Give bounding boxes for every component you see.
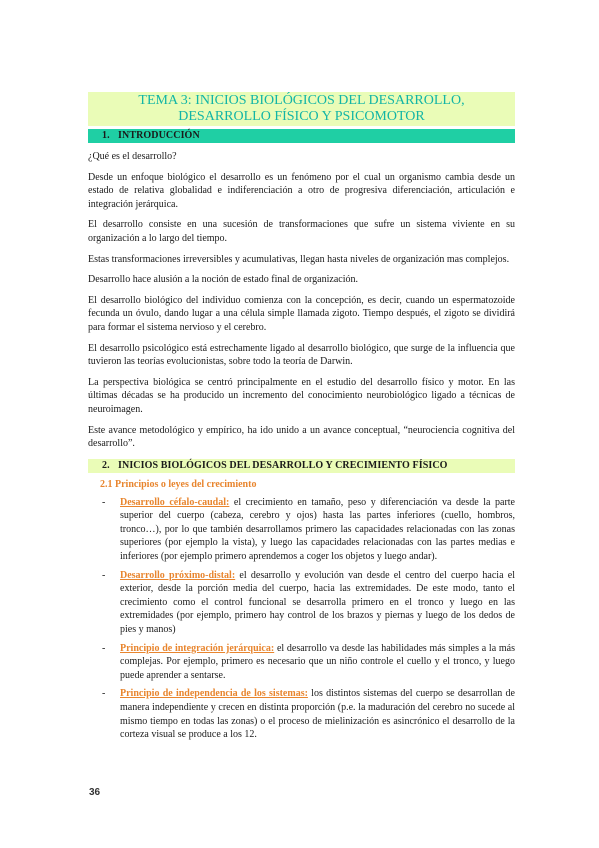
dash-bullet: - bbox=[102, 688, 106, 700]
paragraph: Estas transformaciones irreversibles y acumulativas, llegan hasta niveles de organización mas complejos. bbox=[88, 253, 510, 265]
paragraph: El desarrollo psicológico está estrechamente ligado al desarrollo biológico, que surge de la influencia que tuvieron las teorías evolucionistas, sobre todo la teoría de Darwin. bbox=[88, 342, 515, 368]
dash-bullet: - bbox=[102, 569, 106, 581]
section-heading-inicios-biologicos bbox=[88, 459, 515, 473]
list-item bbox=[88, 687, 515, 741]
principle-text: los distintos sistemas del cuerpo se desarrollan de manera independiente y crecen en distinta proporción (p.e. la maduración del cerebro no sucede al mismo tiempo en todas las zonas) o el proceso de mielinización es asincrónico el desarrollo de la corteza visual se produce a los 12. bbox=[120, 688, 515, 741]
principle-term: Desarrollo céfalo-caudal: bbox=[120, 496, 230, 508]
document-page bbox=[88, 92, 515, 742]
dash-bullet: - bbox=[102, 642, 106, 654]
list-item bbox=[88, 642, 515, 683]
paragraph: Desde un enfoque biológico el desarrollo es un fenómeno por el cual un organismo cambia desde un estado de relativa globalidad e indiferenciación a otro de progresiva diferenciación, articulación e integración jerárquica. bbox=[88, 171, 515, 210]
paragraph: El desarrollo consiste en una sucesión de transformaciones que sufre un sistema viviente en su organización a lo largo del tiempo. bbox=[88, 219, 515, 244]
principle-text: el crecimiento en tamaño, peso y diferenciación va desde la parte superior del cuerpo (cabeza, cerebro y ojos) hasta las partes inferiores (cuello, hombros, tronco…), por lo que también desarrollamos primero las capacidades relacionadas con las zonas superiores (por ejemplo la vista), y luego las capacidades relacionadas con las partes medias e inferiores (por ejemplo primero aprendemos a coger los objetos y luego andar). bbox=[120, 496, 516, 563]
principle-term: Desarrollo próximo-distal: bbox=[120, 569, 236, 581]
chapter-title bbox=[88, 92, 515, 126]
principle-term: Principio de integración jerárquica: bbox=[120, 642, 275, 654]
section-number: 2. bbox=[102, 459, 110, 471]
section-heading-introduccion bbox=[88, 129, 515, 143]
paragraph: El desarrollo biológico del individuo comienza con la concepción, es decir, cuando un espermatozoide fecunda un óvulo, dando lugar a una célula simple llamada zigoto. Tiempo después, el zigoto se dividirá para formar el sistema nervioso y el cerebro. bbox=[88, 294, 515, 333]
dash-bullet: - bbox=[102, 496, 106, 508]
section-label: INTRODUCCIÓN bbox=[118, 130, 200, 141]
section-number: 1. bbox=[102, 130, 110, 141]
section-label: INICIOS BIOLÓGICOS DEL DESARROLLO Y CRECIMIENTO FÍSICO bbox=[118, 459, 448, 471]
principles-list bbox=[88, 496, 515, 742]
paragraph: La perspectiva biológica se centró principalmente en el estudio del desarrollo físico y motor. En las últimas décadas se ha producido un incremento del conocimiento neurobiológico ligado a técnicas de neuroimagen. bbox=[88, 376, 515, 415]
principle-term: Principio de independencia de los sistemas: bbox=[120, 688, 308, 700]
chapter-title-line1: TEMA 3: INICIOS BIOLÓGICOS DEL DESARROLLO, bbox=[138, 93, 465, 108]
page-number: 36 bbox=[89, 787, 101, 798]
paragraph: Desarrollo hace alusión a la noción de estado final de organización. bbox=[88, 274, 358, 286]
list-item bbox=[88, 496, 515, 564]
paragraph: Este avance metodológico y empírico, ha ido unido a un avance conceptual, “neurociencia cognitiva del desarrollo”. bbox=[88, 424, 515, 450]
principle-text: el desarrollo y evolución van desde el centro del cuerpo hacia el exterior, desde la porción media del cuerpo, hacia las extremidades. De este modo, tanto el crecimiento como el control funcional se desarrolla primero en el tronco y luego en las extremidades (por ejemplo, primero hay control de los brazos y piernas y luego de los dedos de pies y manos) bbox=[120, 569, 515, 636]
paragraph: ¿Qué es el desarrollo? bbox=[88, 151, 177, 162]
subsection-heading: 2.1 Principios o leyes del crecimiento bbox=[100, 478, 257, 490]
list-item bbox=[88, 569, 515, 637]
principle-text: el desarrollo va desde las habilidades más simples a la más complejas. Por ejemplo, primero es necesario que un niño controle el cuello y el tronco, y luego puede aprender a sentarse. bbox=[120, 642, 515, 681]
chapter-title-line2: DESARROLLO FÍSICO Y PSICOMOTOR bbox=[178, 109, 425, 124]
